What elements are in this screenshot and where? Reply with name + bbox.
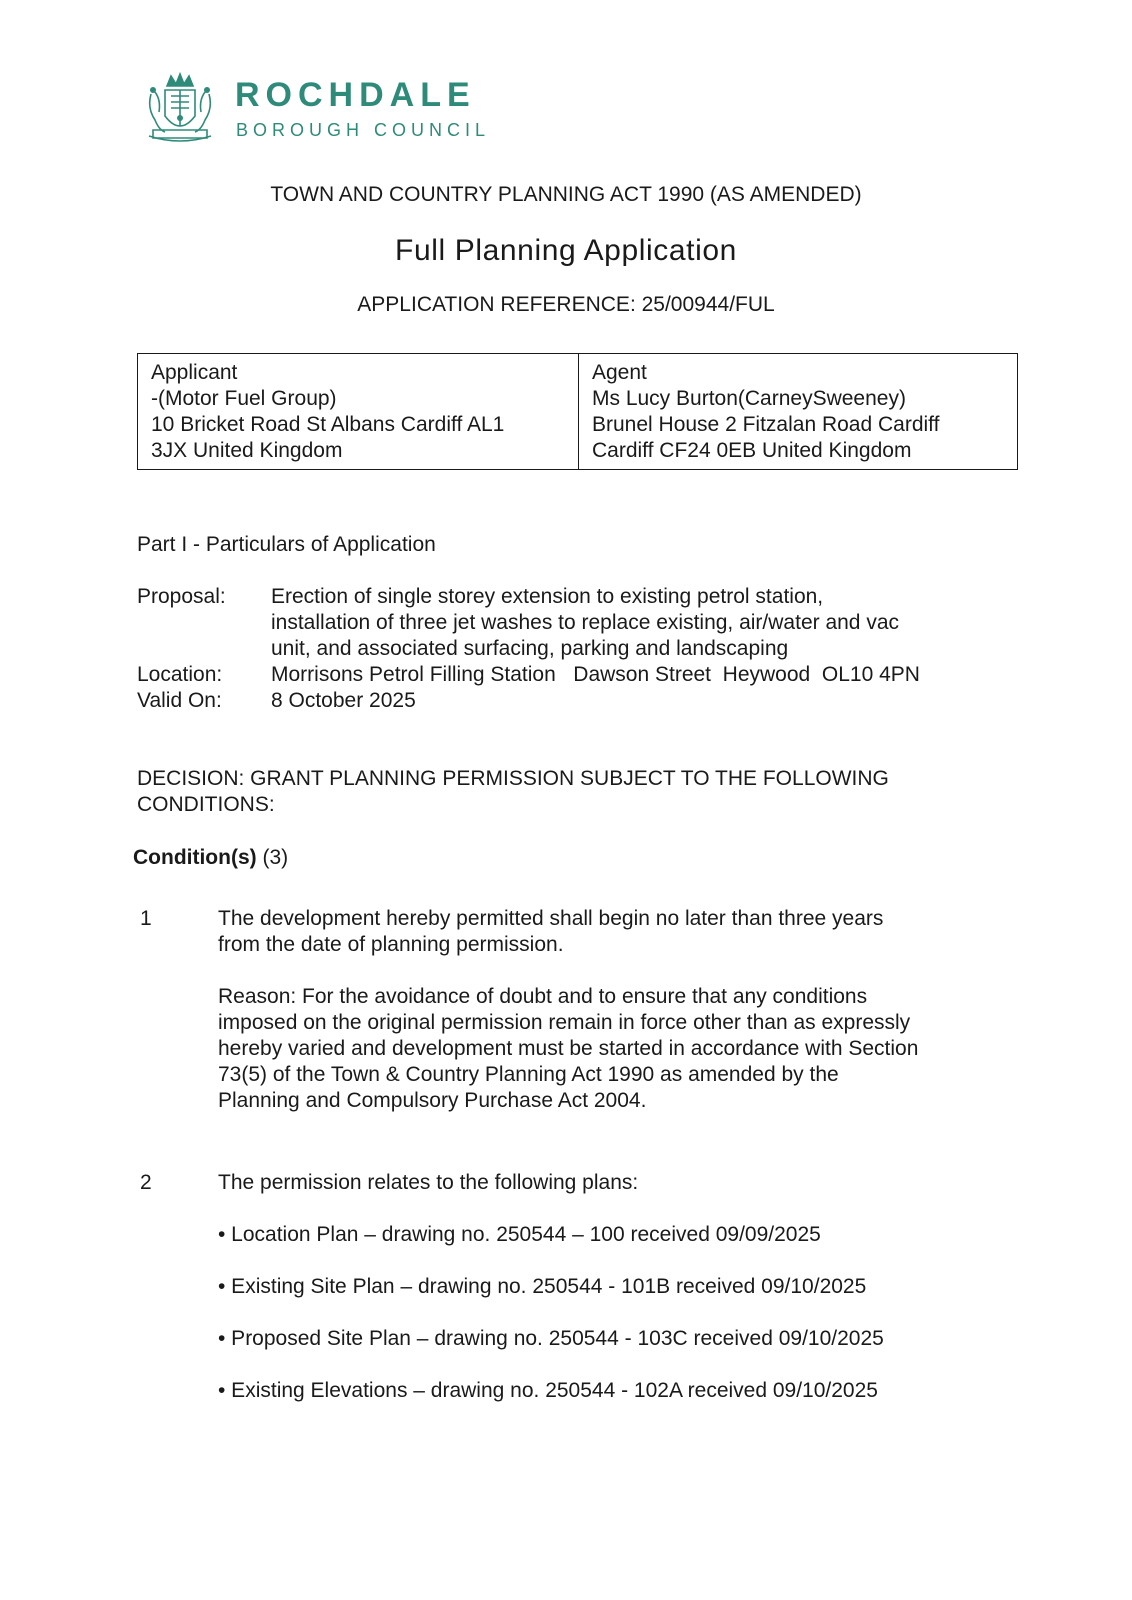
agent-heading: Agent [592, 361, 647, 384]
page-title: Full Planning Application [395, 234, 737, 267]
location-row [137, 662, 920, 688]
conditions-heading [133, 845, 288, 871]
condition-number: 2 [140, 1171, 152, 1194]
act-title: TOWN AND COUNTRY PLANNING ACT 1990 (AS AMENDED) [270, 183, 862, 206]
location-label: Location: [137, 663, 223, 686]
agent-line: Ms Lucy Burton(CarneySweeney) [592, 387, 906, 410]
particulars-heading: Part I - Particulars of Application [137, 533, 436, 556]
agent-cell [579, 354, 1017, 469]
decision-line: DECISION: GRANT PLANNING PERMISSION SUBJECT TO THE FOLLOWING [137, 767, 889, 790]
valid-value: 8 October 2025 [271, 689, 416, 712]
condition-number: 1 [140, 907, 152, 930]
condition-1-text [218, 906, 883, 958]
agent-line: Brunel House 2 Fitzalan Road Cardiff [592, 413, 940, 436]
applicant-heading: Applicant [151, 361, 238, 384]
proposal-row [137, 584, 920, 662]
proposal-label: Proposal: [137, 585, 226, 608]
reason-line: Reason: For the avoidance of doubt and to ensure that any conditions [218, 985, 868, 1008]
condition-line: from the date of planning permission. [218, 933, 564, 956]
decision-block [137, 766, 889, 818]
applicant-line: 10 Bricket Road St Albans Cardiff AL1 [151, 413, 505, 436]
conditions-count: (3) [262, 846, 289, 869]
proposal-line: unit, and associated surfacing, parking and landscaping [271, 637, 789, 660]
plan-list-item: • Existing Site Plan – drawing no. 250544 - 101B received 09/10/2025 [218, 1275, 867, 1298]
council-crest-icon [145, 72, 215, 144]
applicant-cell [138, 354, 579, 469]
proposal-line: Erection of single storey extension to existing petrol station, [271, 585, 824, 608]
condition-line: The development hereby permitted shall begin no later than three years [218, 907, 884, 930]
application-reference: APPLICATION REFERENCE: 25/00944/FUL [357, 293, 775, 316]
condition-2-intro: The permission relates to the following plans: [218, 1171, 639, 1194]
valid-row [137, 688, 920, 714]
council-logo-title: ROCHDALE [235, 76, 476, 114]
plan-list-item: • Existing Elevations – drawing no. 250544 - 102A received 09/10/2025 [218, 1379, 878, 1402]
conditions-heading-label: Condition(s) [133, 846, 257, 869]
reason-line: imposed on the original permission remain in force other than as expressly [218, 1011, 911, 1034]
reason-line: hereby varied and development must be started in accordance with Section [218, 1037, 919, 1060]
applicant-agent-table [137, 353, 1018, 470]
plan-list-item: • Proposed Site Plan – drawing no. 250544 - 103C received 09/10/2025 [218, 1327, 884, 1350]
plan-list-item: • Location Plan – drawing no. 250544 – 100 received 09/09/2025 [218, 1223, 821, 1246]
proposal-line: installation of three jet washes to replace existing, air/water and vac [271, 611, 900, 634]
location-value: Morrisons Petrol Filling Station Dawson Street Heywood OL10 4PN [271, 663, 920, 686]
applicant-line: -(Motor Fuel Group) [151, 387, 337, 410]
applicant-line: 3JX United Kingdom [151, 439, 343, 462]
council-logo-subtitle: BOROUGH COUNCIL [236, 120, 491, 140]
proposal-value [271, 584, 899, 662]
particulars-block [137, 584, 920, 714]
reason-line: 73(5) of the Town & Country Planning Act 1990 as amended by the [218, 1063, 839, 1086]
decision-line: CONDITIONS: [137, 793, 275, 816]
agent-line: Cardiff CF24 0EB United Kingdom [592, 439, 912, 462]
valid-label: Valid On: [137, 689, 222, 712]
reason-line: Planning and Compulsory Purchase Act 2004. [218, 1089, 647, 1112]
condition-1-reason [218, 984, 918, 1114]
